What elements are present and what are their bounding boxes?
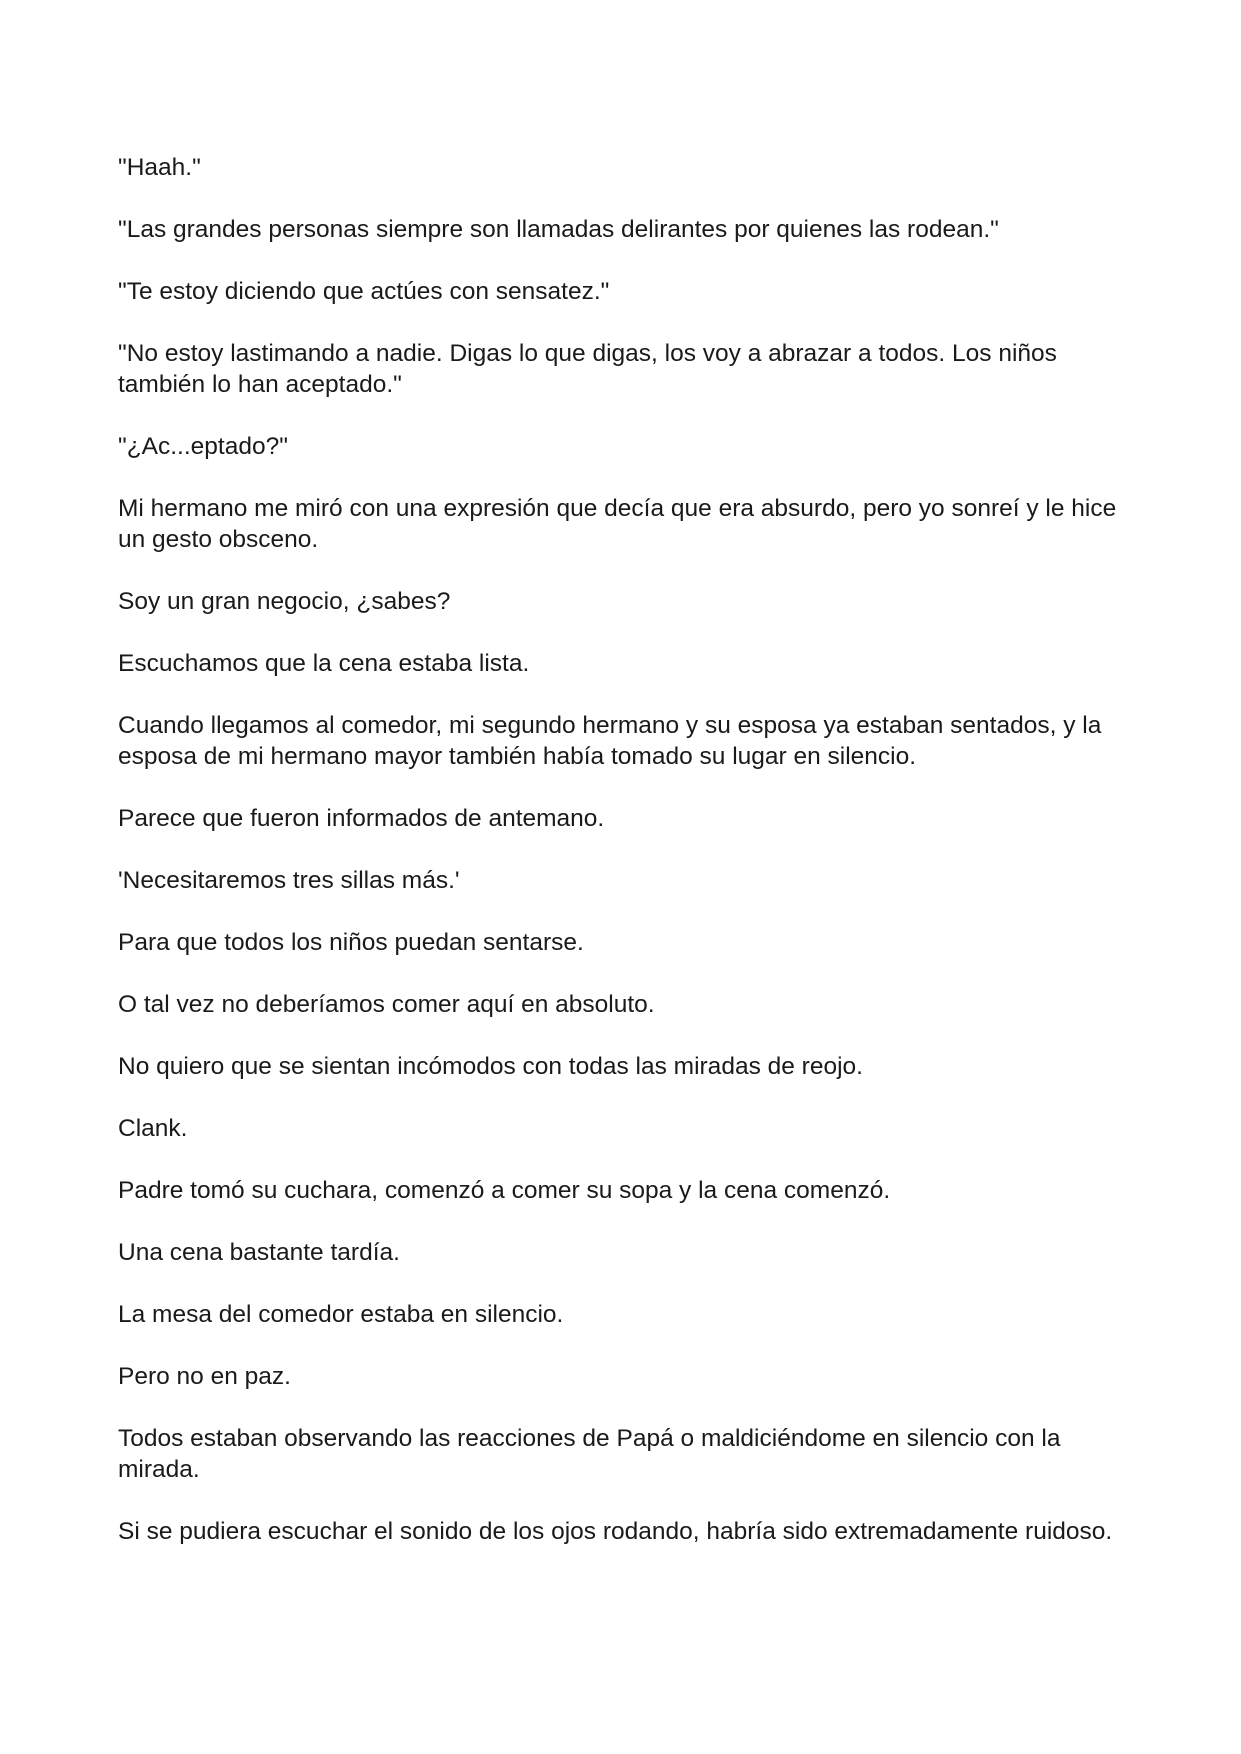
paragraph: Padre tomó su cuchara, comenzó a comer su sopa y la cena comenzó. <box>118 1177 891 1204</box>
paragraph: Una cena bastante tardía. <box>118 1239 400 1266</box>
paragraph: "¿Ac...eptado?" <box>118 433 288 460</box>
paragraph: Para que todos los niños puedan sentarse. <box>118 929 584 956</box>
paragraph: No quiero que se sientan incómodos con todas las miradas de reojo. <box>118 1053 863 1080</box>
paragraph: Pero no en paz. <box>118 1363 291 1390</box>
paragraph: Cuando llegamos al comedor, mi segundo hermano y su esposa ya estaban sentados, y la esposa de mi hermano mayor también había tomado su lugar en silencio. <box>118 712 1102 770</box>
paragraph: O tal vez no deberíamos comer aquí en absoluto. <box>118 991 655 1018</box>
paragraph: Si se pudiera escuchar el sonido de los ojos rodando, habría sido extremadamente ruidoso. <box>118 1518 1113 1545</box>
paragraph: "Te estoy diciendo que actúes con sensatez." <box>118 278 610 305</box>
paragraph: Soy un gran negocio, ¿sabes? <box>118 588 451 615</box>
paragraph: Mi hermano me miró con una expresión que decía que era absurdo, pero yo sonreí y le hice un gesto obsceno. <box>118 495 1117 553</box>
paragraph: La mesa del comedor estaba en silencio. <box>118 1301 564 1328</box>
paragraph: Escuchamos que la cena estaba lista. <box>118 650 530 677</box>
paragraph: 'Necesitaremos tres sillas más.' <box>118 867 460 894</box>
paragraph: "Las grandes personas siempre son llamadas delirantes por quienes las rodean." <box>118 216 999 243</box>
paragraph: Clank. <box>118 1115 188 1142</box>
paragraph: Parece que fueron informados de antemano. <box>118 805 605 832</box>
paragraph: "Haah." <box>118 154 201 181</box>
document-body <box>118 152 1128 1547</box>
paragraph: "No estoy lastimando a nadie. Digas lo que digas, los voy a abrazar a todos. Los niños también lo han aceptado." <box>118 340 1057 398</box>
paragraph: Todos estaban observando las reacciones de Papá o maldiciéndome en silencio con la mirada. <box>118 1425 1061 1483</box>
